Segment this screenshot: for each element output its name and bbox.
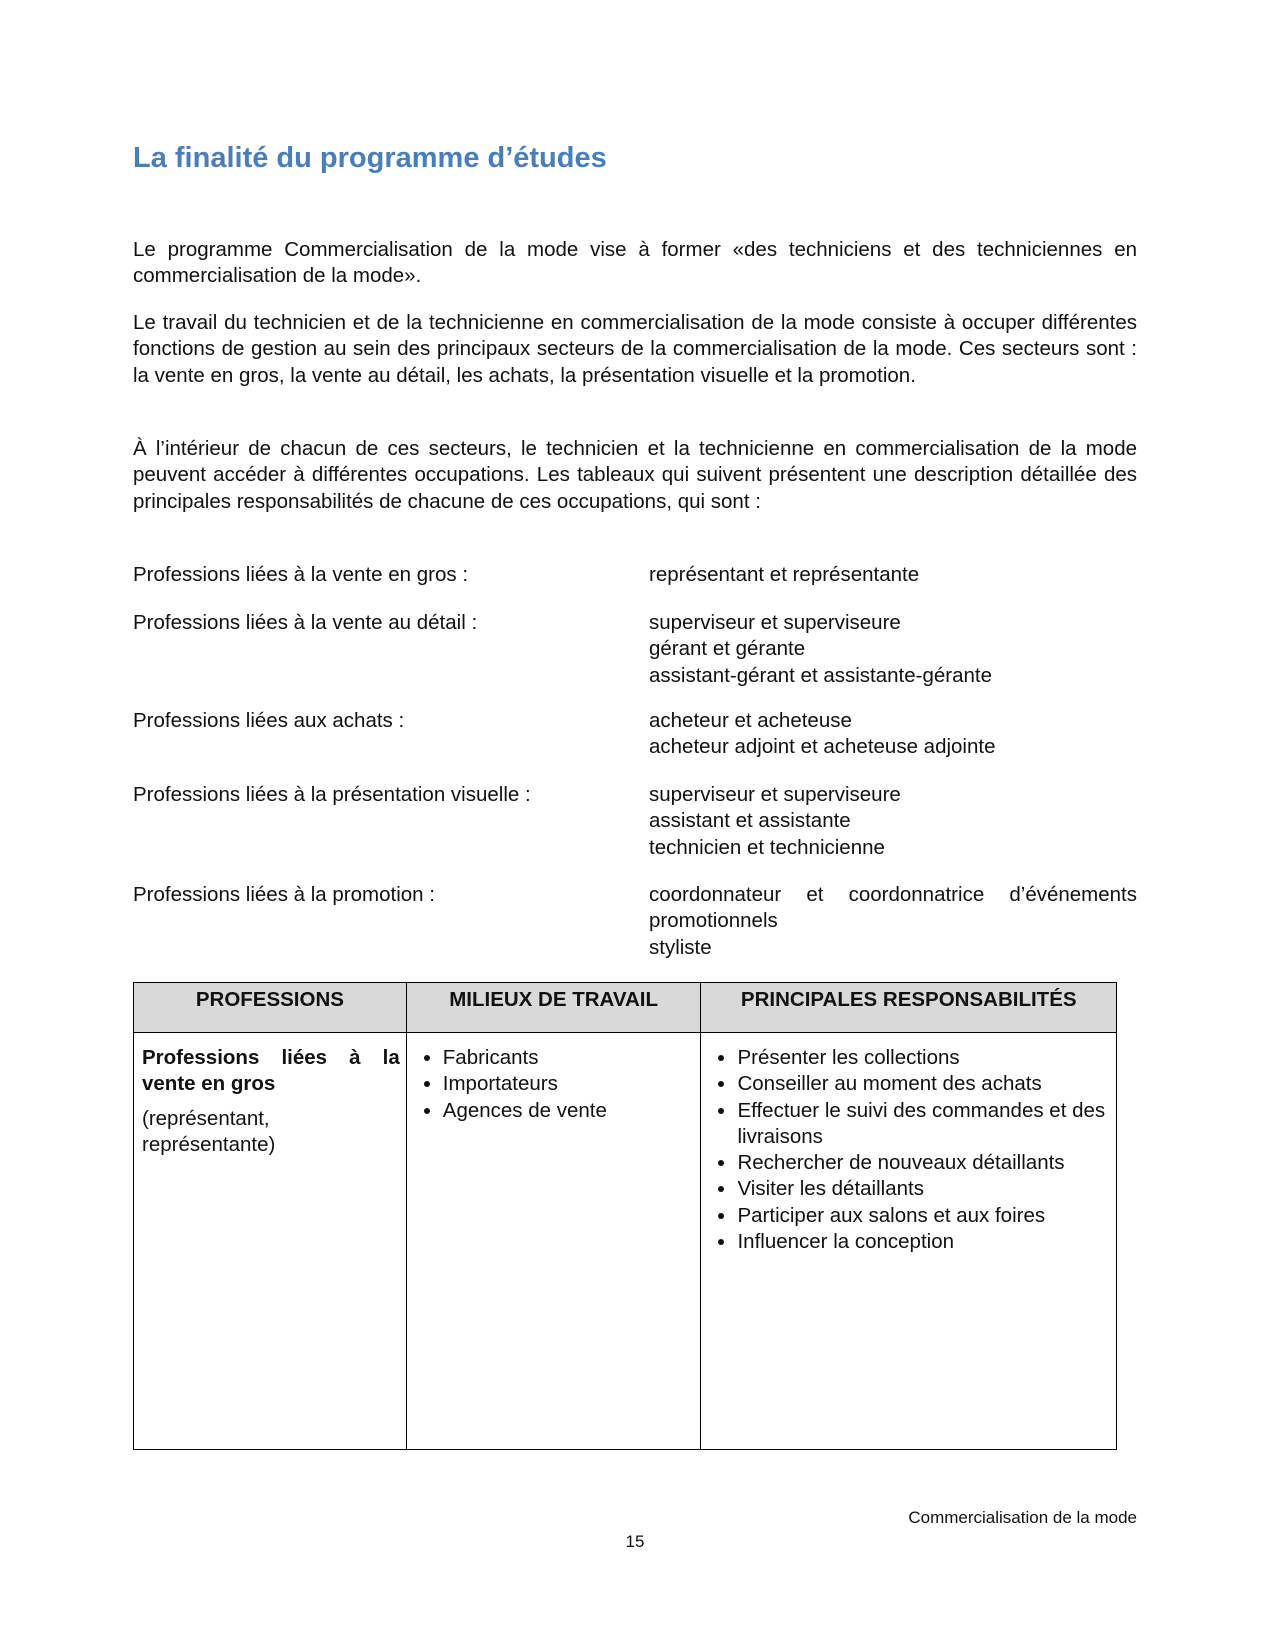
list-item: • Agences de vente (443, 1098, 695, 1124)
header-responsabilites: PRINCIPALES RESPONSABILITÉS (701, 983, 1117, 1033)
profession-label: Professions liées à la promotion : (133, 883, 435, 906)
professions-table (133, 982, 1117, 1450)
paragraph-2: Le travail du technicien et de la technicienne en commercialisation de la mode consiste à occuper différentes fonctions de gestion au sein des principaux secteurs de la commercialisation de la mode. Ces secteurs sont : la vente en gros, la vente au détail, les achats, la présentation visuelle et la promotion. (133, 311, 1137, 387)
responsabilites-cell (701, 1033, 1117, 1450)
profession-item: styliste (649, 935, 712, 959)
profession-item: superviseur et superviseure (649, 611, 901, 634)
profession-item: assistant-gérant et assistante-gérante (649, 663, 992, 687)
profession-values (649, 782, 1137, 861)
profession-item: superviseur et superviseure (649, 783, 901, 806)
header-professions: PROFESSIONS (134, 983, 407, 1033)
list-item: • Effectuer le suivi des commandes et des livraisons (737, 1098, 1110, 1151)
table-header-row (134, 983, 1117, 1033)
list-item: • Influencer la conception (737, 1229, 1110, 1255)
list-item: • Présenter les collections (737, 1045, 1110, 1071)
profession-values (649, 562, 1137, 588)
list-item: • Rechercher de nouveaux détaillants (737, 1150, 1110, 1176)
profession-label: Professions liées à la vente en gros : (133, 563, 469, 586)
list-item: • Visiter les détaillants (737, 1176, 1110, 1202)
profession-cell (134, 1033, 407, 1450)
profession-label: Professions liées à la vente au détail : (133, 611, 478, 634)
profession-values (649, 708, 1137, 761)
paragraph-1: Le programme Commercialisation de la mode vise à former «des techniciens et des techniciennes en commercialisation de la mode». (133, 238, 1137, 288)
profession-item: coordonnateur et coordonnatrice d’événements promotionnels (649, 883, 1137, 933)
profession-item: assistant et assistante (649, 809, 851, 833)
milieux-cell (406, 1033, 701, 1450)
table-row (134, 1033, 1117, 1450)
profession-item: technicien et technicienne (649, 835, 885, 859)
page-title: La finalité du programme d’études (133, 142, 607, 174)
header-milieux: MILIEUX DE TRAVAIL (406, 983, 701, 1033)
profession-values (649, 610, 1137, 689)
list-item: • Importateurs (443, 1071, 695, 1097)
profession-item: représentant et représentante (649, 563, 920, 586)
profession-label: Professions liées à la présentation visuelle : (133, 783, 531, 806)
profession-item: acheteur adjoint et acheteuse adjointe (649, 735, 996, 759)
page-number: 15 (625, 1532, 645, 1551)
profession-name: Professions liées à la vente en gros (142, 1046, 400, 1096)
footer-title: Commercialisation de la mode (908, 1508, 1137, 1527)
profession-note: (représentant, représentante) (142, 1106, 276, 1156)
profession-values (649, 882, 1137, 961)
profession-item: acheteur et acheteuse (649, 709, 852, 732)
list-item: • Fabricants (443, 1045, 695, 1071)
profession-item: gérant et gérante (649, 637, 806, 661)
list-item: • Participer aux salons et aux foires (737, 1203, 1110, 1229)
paragraph-3: À l’intérieur de chacun de ces secteurs, le technicien et la technicienne en commercialisation de la mode peuvent accéder à différentes occupations. Les tableaux qui suivent présentent une description détaillée des principales responsabilités de chacune de ces occupations, qui sont : (133, 437, 1137, 513)
profession-label: Professions liées aux achats : (133, 709, 405, 732)
list-item: • Conseiller au moment des achats (737, 1071, 1110, 1097)
